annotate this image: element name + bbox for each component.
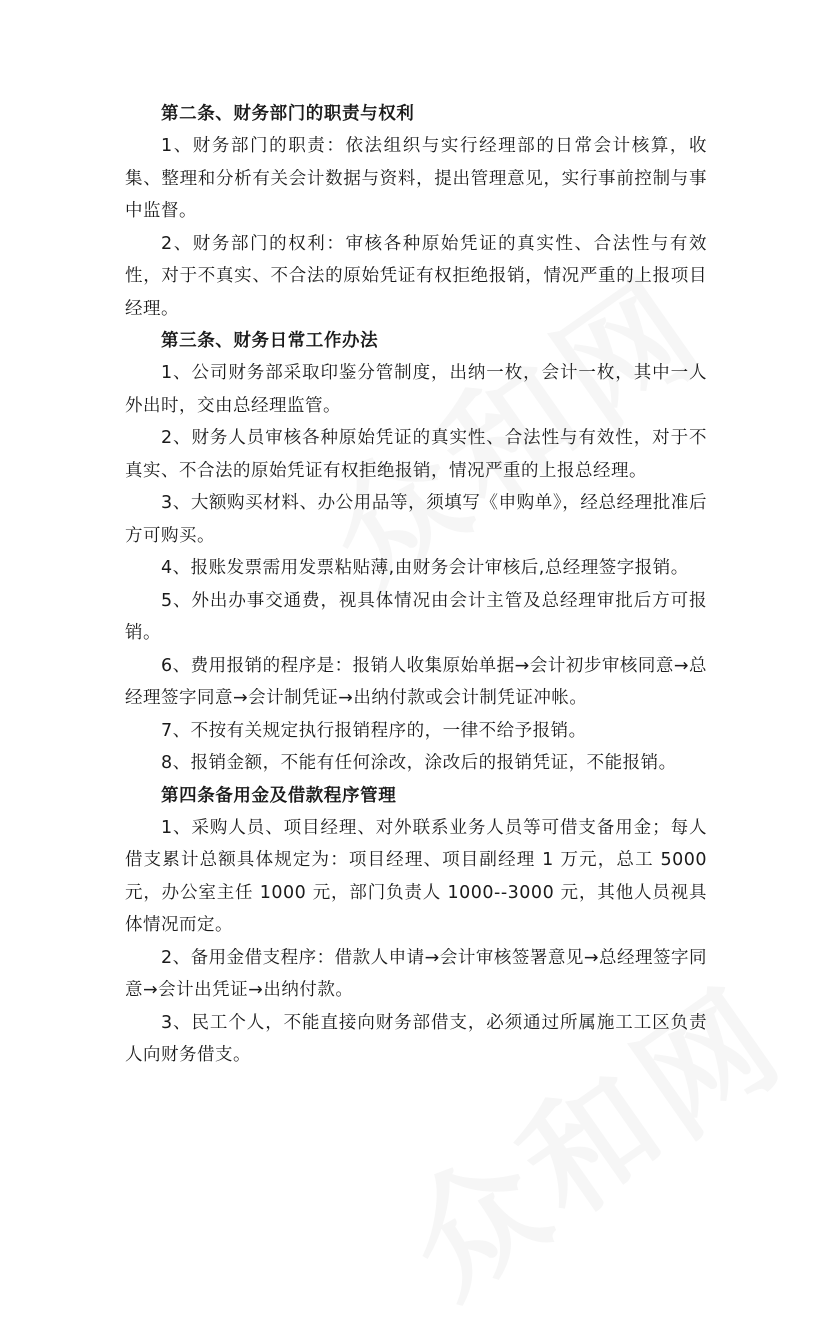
document-body (125, 98, 707, 1072)
paragraph: 3、民工个人，不能直接向财务部借支，必须通过所属施工工区负责人向财务借支。 (125, 1012, 707, 1065)
paragraph: 2、备用金借支程序：借款人申请→会计审核签署意见→总经理签字同意→会计出凭证→出纳付款。 (125, 947, 707, 1000)
section-heading: 第四条备用金及借款程序管理 (161, 785, 397, 806)
paragraph: 6、费用报销的程序是：报销人收集原始单据→会计初步审核同意→总经理签字同意→会计制凭证→出纳付款或会计制凭证冲帐。 (125, 655, 707, 708)
paragraph: 2、财务部门的权利：审核各种原始凭证的真实性、合法性与有效性，对于不真实、不合法的原始凭证有权拒绝报销，情况严重的上报项目经理。 (125, 233, 707, 319)
section-heading: 第三条、财务日常工作办法 (161, 331, 379, 351)
paragraph: 2、财务人员审核各种原始凭证的真实性、合法性与有效性，对于不真实、不合法的原始凭证有权拒绝报销，情况严重的上报总经理。 (125, 428, 707, 481)
paragraph: 7、不按有关规定执行报销程序的，一律不给予报销。 (161, 720, 587, 741)
paragraph: 5、外出办事交通费，视具体情况由会计主管及总经理审批后方可报销。 (125, 590, 707, 643)
paragraph: 3、大额购买材料、办公用品等，须填写《申购单》，经总经理批准后方可购买。 (125, 493, 707, 546)
paragraph: 1、财务部门的职责：依法组织与实行经理部的日常会计核算，收集、整理和分析有关会计数据与资料，提出管理意见，实行事前控制与事中监督。 (125, 136, 707, 221)
section-heading: 第二条、财务部门的职责与权利 (161, 104, 415, 124)
paragraph: 8、报销金额，不能有任何涂改，涂改后的报销凭证，不能报销。 (161, 753, 677, 773)
paragraph: 1、公司财务部采取印鉴分管制度，出纳一枚，会计一枚，其中一人外出时，交由总经理监管。 (125, 363, 707, 416)
paragraph: 1、采购人员、项目经理、对外联系业务人员等可借支备用金；每人借支累计总额具体规定为：项目经理、项目副经理 1 万元，总工 5000 元，办公室主任 1000 元，部门负责人 1000--3000 元，其他人员视具体情况而定。 (125, 817, 707, 935)
paragraph: 4、报账发票需用发票粘贴薄,由财务会计审核后,总经理签字报销。 (161, 558, 689, 578)
